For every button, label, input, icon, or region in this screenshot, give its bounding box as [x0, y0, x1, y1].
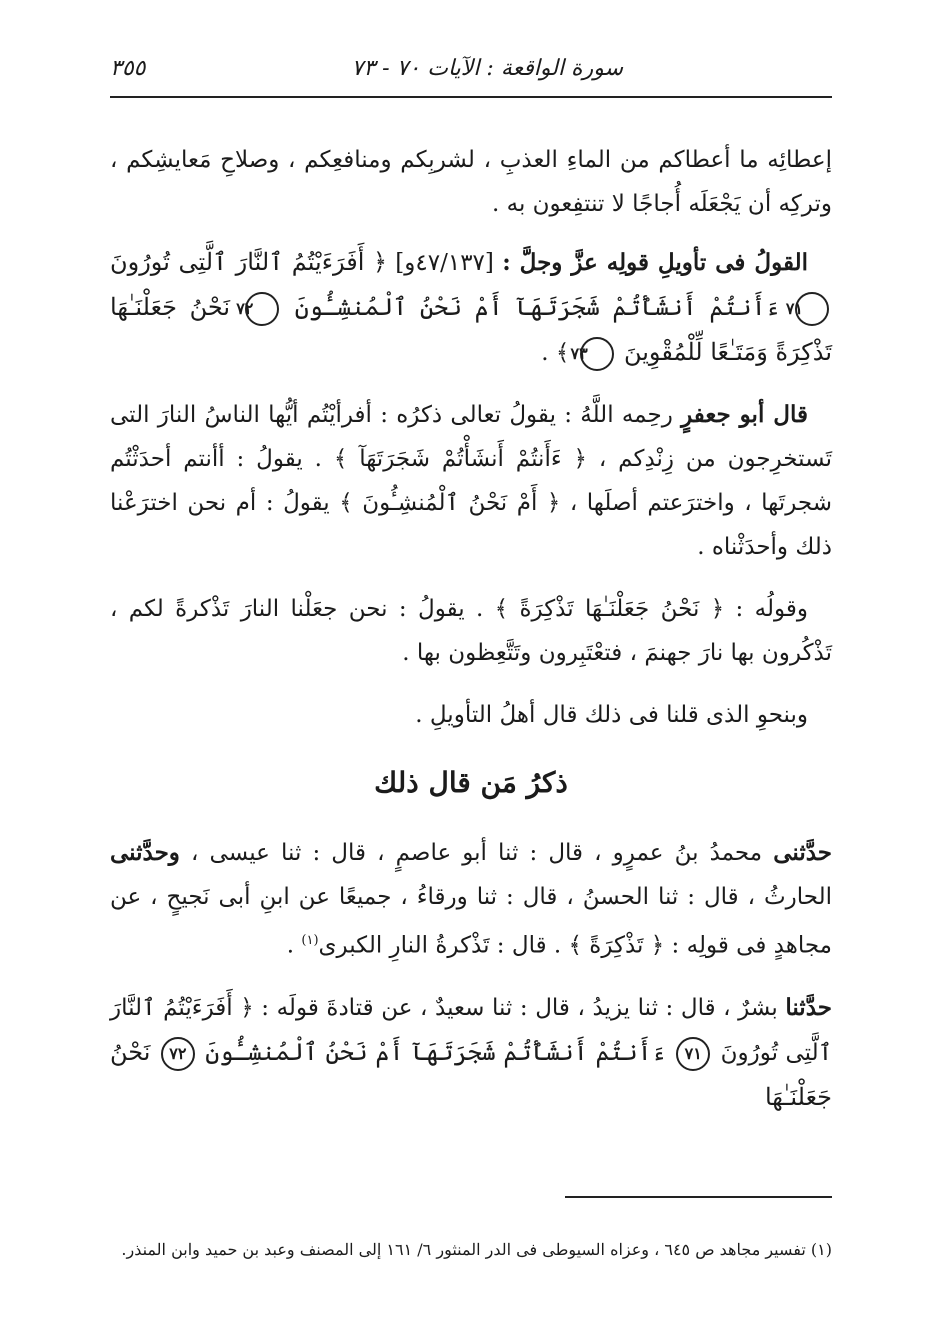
paragraph-3 — [110, 393, 832, 569]
footnote — [110, 1238, 832, 1262]
ayah-marker-72: ٧٢ — [245, 292, 279, 326]
footnote-marker: (١) — [301, 933, 319, 948]
quran-verse-72b: ءَأَنتُمْ أَنشَأْتُمْ شَجَرَتَهَآ أَمْ نَحْنُ ٱلْمُنشِـُٔونَ — [205, 1037, 666, 1066]
paragraph-5 — [110, 693, 832, 737]
author-name: قال أبو جعفرٍ — [681, 401, 808, 428]
running-header — [110, 50, 828, 90]
section-lead: القولُ فى تأويلِ قولِه عزَّ وجلَّ : — [502, 249, 808, 276]
ayah-marker-71: ٧١ — [795, 292, 829, 326]
paragraph-1 — [110, 138, 832, 226]
manuscript-reference: [٤٧/١٣٧و] — [395, 250, 494, 276]
quran-verse-71: ﴿ أَفَرَءَيْتُمُ ٱلنَّارَ ٱلَّتِى تُورُونَ — [110, 248, 388, 276]
paragraph-5-text: وبنحوِ الذى قلنا فى ذلك قال أهلُ التأويلِ . — [415, 702, 808, 728]
footnote-text: (١) تفسير مجاهد ص ٦٤٥ ، وعزاه السيوطى فى الدر المنثور ٦/ ١٦١ إلى المصنف وعبد بن حميد وابن المنذر. — [121, 1240, 832, 1259]
quran-verse-72: ءَأَنتُمْ أَنشَأْتُمْ شَجَرَتَهَآ أَمْ نَحْنُ ٱلْمُنشِـُٔونَ — [294, 293, 780, 321]
paragraph-3-text: رحِمه اللَّهُ : يقولُ تعالى ذكرُه : أفرأيْتُم أيُّها الناسُ النارَ التى تَستخرِجون من زِنْدِكم ، ﴿ ءَأَنتُمْ أَنشَأْتُمْ شَجَرَتَهَآ ﴾ . يقولُ : أأنتم أحدَثْتُم شجرتَها ، واخترَعتم أصلَها ، ﴿ أَمْ نَحْنُ ٱلْمُنشِـُٔونَ ﴾ يقولُ : أم نحن اخترَعْنا ذلك وأحدَثْناه . — [110, 402, 832, 560]
isnad-lead-2: وحدَّثنى — [110, 839, 180, 866]
paragraph-4 — [110, 587, 832, 675]
page-number: ٣٥٥ — [110, 56, 146, 81]
isnad-end: . — [286, 932, 302, 959]
isnad-lead-3: حدَّثنا — [785, 993, 832, 1021]
paragraph-7 — [110, 986, 832, 1120]
section-heading: ذكرُ مَن قال ذلك — [374, 766, 568, 799]
ayah-marker-73: ٧٣ — [580, 337, 614, 371]
paragraph-2 — [110, 240, 832, 375]
verse-close: ﴾ . — [541, 340, 570, 366]
header-rule — [110, 96, 832, 98]
isnad-text-b: الحارثُ ، قال : ثنا الحسنُ ، قال : ثنا ورقاءُ ، جميعًا عن ابنِ أبى نَجيحٍ ، عن مجاهدٍ فى قولِه : ﴿ تَذْكِرَةً ﴾ . قال : تَذْكرةُ النارِ الكبرى — [110, 884, 832, 959]
isnad-text-a: محمدُ بنُ عمرٍو ، قال : ثنا أبو عاصمٍ ، قال : ثنا عيسى ، — [191, 840, 763, 866]
quran-verse-73: نَحْنُ جَعَلْنَـٰهَا تَذْكِرَةً وَمَتَـٰعًا لِّلْمُقْوِينَ — [110, 293, 832, 366]
ayah-marker-72b: ٧٢ — [161, 1037, 195, 1071]
isnad-lead: حدَّثنى — [773, 839, 833, 866]
paragraph-6 — [110, 831, 832, 968]
header-title: سورة الواقعة : الآيات ٧٠ - ٧٣ — [351, 56, 623, 81]
paragraph-4-text: وقولُه : ﴿ نَحْنُ جَعَلْنَـٰهَا تَذْكِرَةً ﴾ . يقولُ : نحن جعَلْنا النارَ تَذْكرةً لكم ، تَذْكُرون بها نارَ جهنمَ ، فتعْتَبِرون وتَتَّعِظون بها . — [110, 596, 832, 666]
paragraph-1-text: إعطائِه ما أعطاكم من الماءِ العذبِ ، لشربِكم ومنافعِكم ، وصلاحِ مَعايشِكم ، وتركِه أن يَجْعَلَه أُجاجًا لا تنتفِعون به . — [110, 147, 832, 217]
main-text — [110, 138, 832, 1138]
paragraph-7-text: بشرٌ ، قال : ثنا يزيدُ ، قال : ثنا سعيدٌ ، عن قتادةَ قولَه : ﴿ أَفَرَءَيْتُمُ ٱلنَّارَ ٱلَّتِى تُورُونَ — [110, 994, 833, 1066]
ayah-marker-71b: ٧١ — [676, 1037, 710, 1071]
quran-verse-73b: نَحْنُ جَعَلْنَـٰهَا — [110, 1037, 832, 1111]
footnote-rule — [565, 1196, 832, 1198]
